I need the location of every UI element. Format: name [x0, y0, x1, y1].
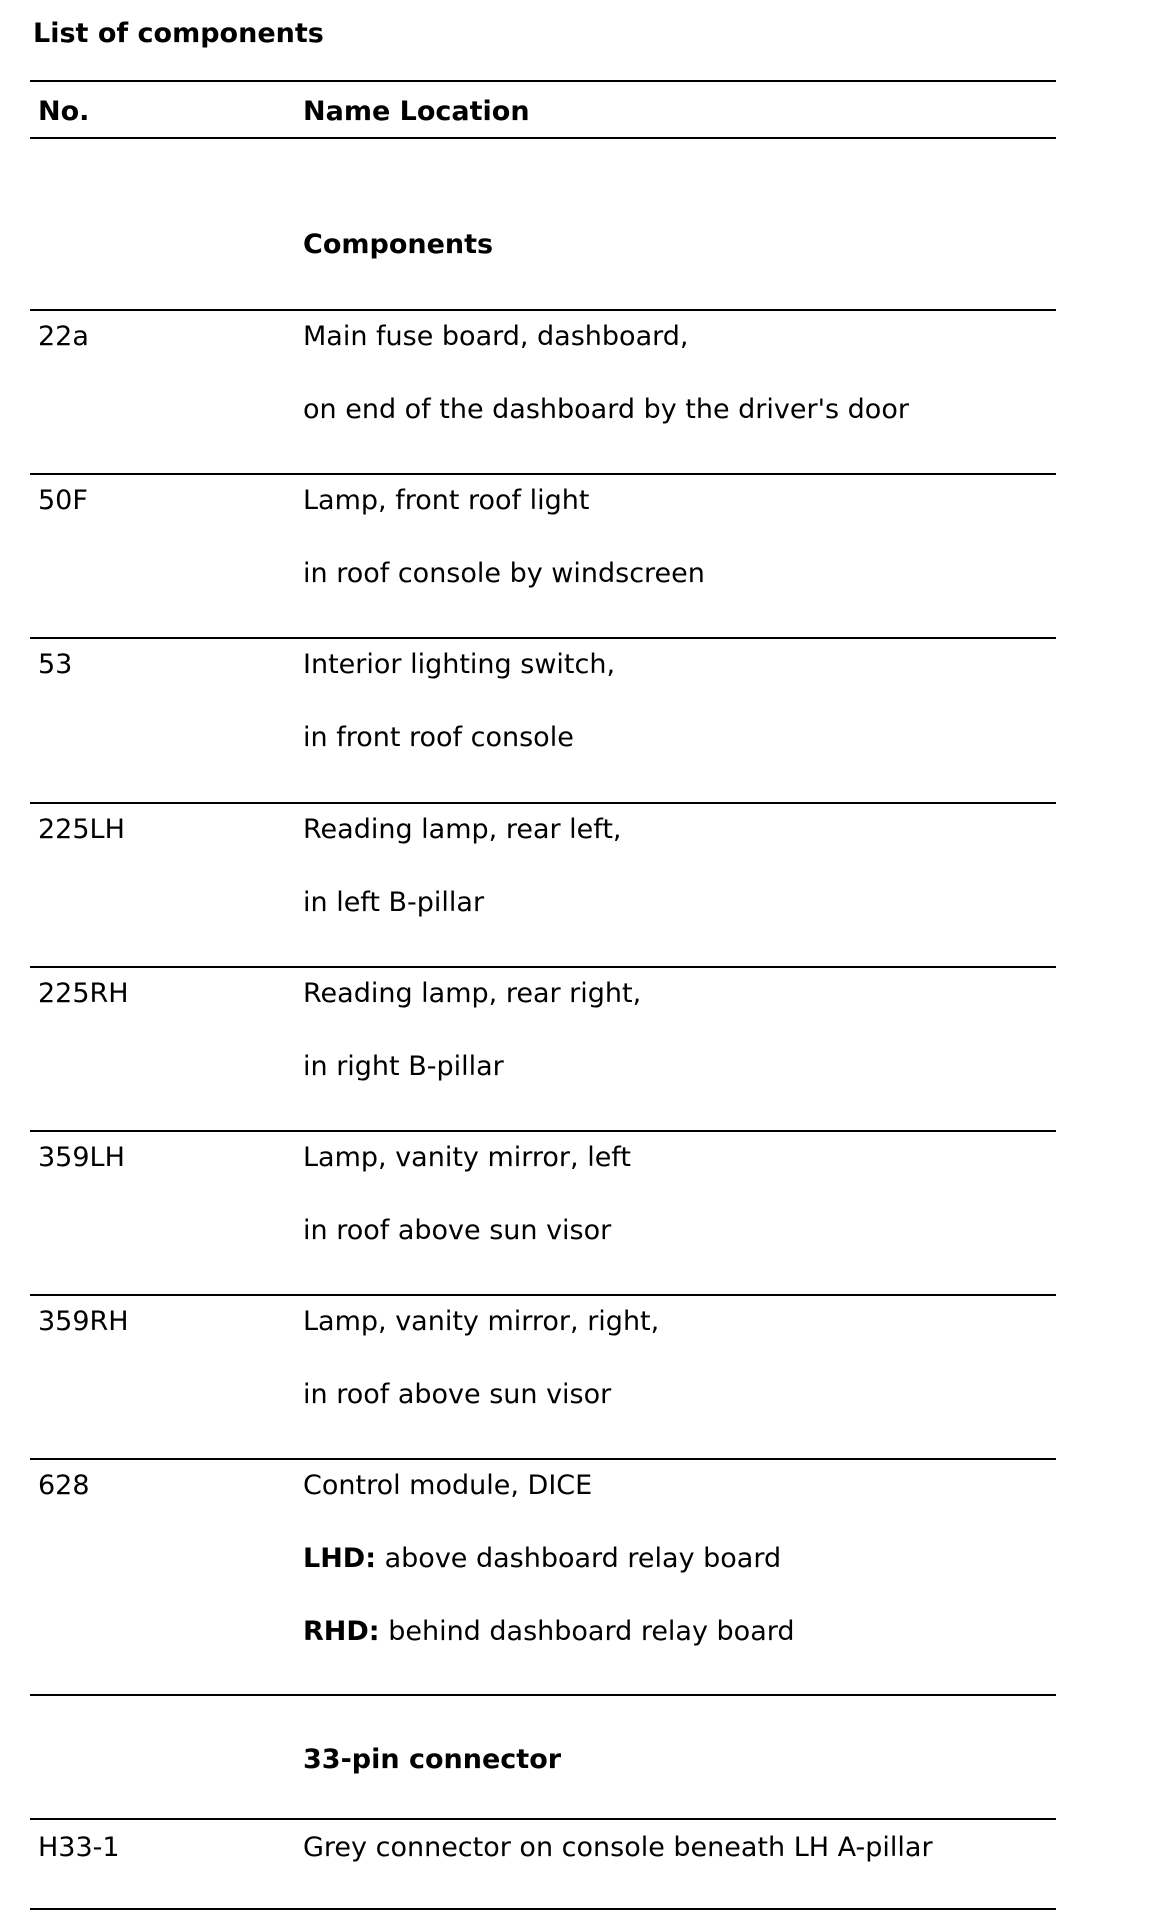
- table-bottom-rule: [30, 1908, 1056, 1910]
- row-location: in roof above sun visor: [303, 1215, 612, 1246]
- row-rule: [30, 802, 1056, 804]
- row-rule: [30, 1694, 1056, 1696]
- header-bottom-rule: [30, 137, 1056, 139]
- row-rule: [30, 309, 1056, 311]
- page-title: List of components: [33, 18, 324, 49]
- row-name: Lamp, vanity mirror, right,: [303, 1306, 660, 1337]
- row-name: Lamp, front roof light: [303, 485, 590, 516]
- row-location: in roof above sun visor: [303, 1379, 612, 1410]
- row-no: 359LH: [38, 1142, 125, 1173]
- lhd-label: LHD:: [303, 1543, 377, 1574]
- row-name: Reading lamp, rear left,: [303, 814, 622, 845]
- row-no: 225RH: [38, 978, 129, 1009]
- row-location: in roof console by windscreen: [303, 558, 705, 589]
- row-rule: [30, 966, 1056, 968]
- row-location-rhd: [303, 1614, 795, 1650]
- row-no: 50F: [38, 485, 88, 516]
- row-no: 225LH: [38, 814, 125, 845]
- rhd-label: RHD:: [303, 1616, 380, 1647]
- row-location-lhd: [303, 1541, 781, 1577]
- row-name: Grey connector on console beneath LH A-pillar: [303, 1832, 933, 1863]
- rhd-text: behind dashboard relay board: [388, 1616, 795, 1647]
- row-no: 359RH: [38, 1306, 129, 1337]
- row-rule: [30, 637, 1056, 639]
- row-name: Lamp, vanity mirror, left: [303, 1142, 631, 1173]
- row-location: in right B-pillar: [303, 1051, 504, 1082]
- row-rule: [30, 1458, 1056, 1460]
- row-rule: [30, 1294, 1056, 1296]
- row-name: Interior lighting switch,: [303, 649, 616, 680]
- row-location: in front roof console: [303, 722, 574, 753]
- table-top-rule: [30, 80, 1056, 82]
- row-name: Control module, DICE: [303, 1470, 593, 1501]
- row-rule: [30, 1130, 1056, 1132]
- section-heading-components: Components: [303, 229, 494, 260]
- row-no: H33-1: [38, 1832, 120, 1863]
- lhd-text: above dashboard relay board: [384, 1543, 782, 1574]
- section-heading-connector: 33-pin connector: [303, 1744, 562, 1775]
- row-rule: [30, 1818, 1056, 1820]
- row-location: in left B-pillar: [303, 887, 485, 918]
- row-location: on end of the dashboard by the driver's door: [303, 394, 909, 425]
- row-rule: [30, 473, 1056, 475]
- header-name-location: Name Location: [303, 96, 530, 127]
- header-no: No.: [38, 96, 90, 127]
- row-name: Reading lamp, rear right,: [303, 978, 642, 1009]
- row-name: Main fuse board, dashboard,: [303, 321, 689, 352]
- row-no: 628: [38, 1470, 90, 1501]
- row-no: 22a: [38, 321, 89, 352]
- row-no: 53: [38, 649, 73, 680]
